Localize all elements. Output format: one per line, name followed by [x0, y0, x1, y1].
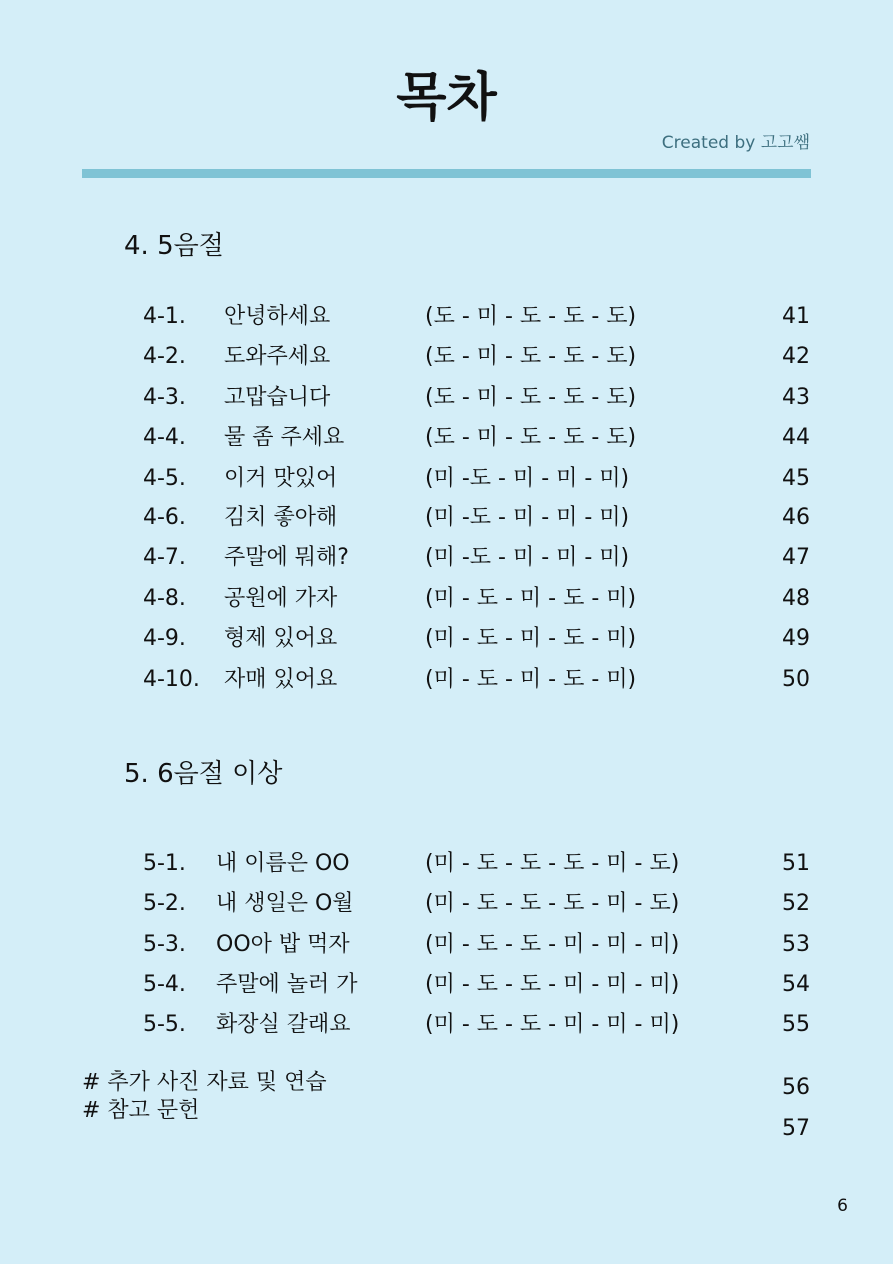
page-title: 목차: [396, 68, 497, 128]
entry-title: 자매 있어요: [224, 667, 338, 692]
toc-row[interactable]: [0, 925, 893, 965]
entry-number: 4-4.: [143, 425, 186, 450]
entry-page: 47: [782, 545, 810, 570]
entry-number: 4-7.: [143, 545, 186, 570]
entry-page: 50: [782, 667, 810, 692]
entry-syllables: (미 - 도 - 도 - 도 - 미 - 도): [425, 891, 680, 916]
credit-text: Created by 고고쌤: [661, 133, 810, 153]
entry-number: 4-3.: [143, 385, 186, 410]
entry-page: 44: [782, 425, 810, 450]
entry-number: 4-8.: [143, 586, 186, 611]
entry-syllables: (미 - 도 - 도 - 미 - 미 - 미): [425, 932, 680, 957]
page-number: 6: [837, 1196, 848, 1216]
entry-page: 45: [782, 466, 810, 491]
entry-number: 5-3.: [143, 932, 186, 957]
entry-page: 42: [782, 344, 810, 369]
entry-title: 주말에 놀러 가: [216, 972, 358, 997]
toc-row[interactable]: [0, 378, 893, 418]
entry-page: 41: [782, 304, 810, 329]
toc-row[interactable]: [0, 844, 893, 884]
entry-page: 46: [782, 505, 810, 530]
entry-title: 고맙습니다: [224, 385, 331, 410]
entry-syllables: (도 - 미 - 도 - 도 - 도): [425, 344, 637, 369]
entry-number: 4-9.: [143, 626, 186, 651]
entry-title: 주말에 뭐해?: [224, 545, 349, 570]
entry-number: 5-2.: [143, 891, 186, 916]
toc-row[interactable]: [0, 1005, 893, 1045]
entry-syllables: (도 - 미 - 도 - 도 - 도): [425, 385, 637, 410]
entry-syllables: (미 - 도 - 미 - 도 - 미): [425, 626, 637, 651]
toc-row[interactable]: [0, 884, 893, 924]
extra-item-photos[interactable]: # 추가 사진 자료 및 연습: [82, 1070, 327, 1095]
entry-title: 이거 맛있어: [224, 466, 338, 491]
toc-row[interactable]: [0, 459, 893, 499]
section-heading-4: 4. 5음절: [124, 231, 224, 261]
entry-syllables: (미 -도 - 미 - 미 - 미): [425, 545, 630, 570]
entry-title: 공원에 가자: [224, 586, 338, 611]
title-divider: [82, 169, 811, 178]
toc-row[interactable]: [0, 660, 893, 700]
entry-page: 55: [782, 1012, 810, 1037]
entry-syllables: (도 - 미 - 도 - 도 - 도): [425, 304, 637, 329]
toc-row[interactable]: [0, 579, 893, 619]
entry-page: 51: [782, 851, 810, 876]
entry-number: 4-10.: [143, 667, 200, 692]
toc-row[interactable]: [0, 418, 893, 458]
entry-title: 김치 좋아해: [224, 505, 338, 530]
entry-number: 4-6.: [143, 505, 186, 530]
entry-title: 물 좀 주세요: [224, 425, 345, 450]
section-heading-5: 5. 6음절 이상: [124, 759, 283, 789]
entry-syllables: (미 - 도 - 도 - 도 - 미 - 도): [425, 851, 680, 876]
toc-row[interactable]: [0, 498, 893, 538]
toc-row[interactable]: [0, 965, 893, 1005]
extra-page: 57: [782, 1116, 810, 1141]
toc-row[interactable]: [0, 538, 893, 578]
entry-title: 안녕하세요: [224, 304, 331, 329]
entry-title: 도와주세요: [224, 344, 331, 369]
entry-title: 형제 있어요: [224, 626, 338, 651]
entry-syllables: (미 - 도 - 도 - 미 - 미 - 미): [425, 972, 680, 997]
entry-page: 48: [782, 586, 810, 611]
entry-title: 내 이름은 OO: [216, 851, 350, 876]
entry-syllables: (도 - 미 - 도 - 도 - 도): [425, 425, 637, 450]
entry-syllables: (미 -도 - 미 - 미 - 미): [425, 505, 630, 530]
entry-syllables: (미 - 도 - 미 - 도 - 미): [425, 667, 637, 692]
entry-page: 53: [782, 932, 810, 957]
entry-number: 5-5.: [143, 1012, 186, 1037]
entry-syllables: (미 - 도 - 미 - 도 - 미): [425, 586, 637, 611]
toc-row[interactable]: [0, 297, 893, 337]
entry-syllables: (미 -도 - 미 - 미 - 미): [425, 466, 630, 491]
entry-page: 54: [782, 972, 810, 997]
extra-item-references[interactable]: # 참고 문헌: [82, 1098, 200, 1123]
entry-number: 5-4.: [143, 972, 186, 997]
entry-title: OO아 밥 먹자: [216, 932, 350, 957]
entry-page: 49: [782, 626, 810, 651]
entry-page: 43: [782, 385, 810, 410]
entry-title: 내 생일은 O월: [216, 891, 354, 916]
entry-number: 5-1.: [143, 851, 186, 876]
entry-number: 4-2.: [143, 344, 186, 369]
toc-row[interactable]: [0, 619, 893, 659]
entry-syllables: (미 - 도 - 도 - 미 - 미 - 미): [425, 1012, 680, 1037]
entry-title: 화장실 갈래요: [216, 1012, 351, 1037]
toc-row[interactable]: [0, 337, 893, 377]
entry-page: 52: [782, 891, 810, 916]
extra-page: 56: [782, 1075, 810, 1100]
entry-number: 4-5.: [143, 466, 186, 491]
entry-number: 4-1.: [143, 304, 186, 329]
